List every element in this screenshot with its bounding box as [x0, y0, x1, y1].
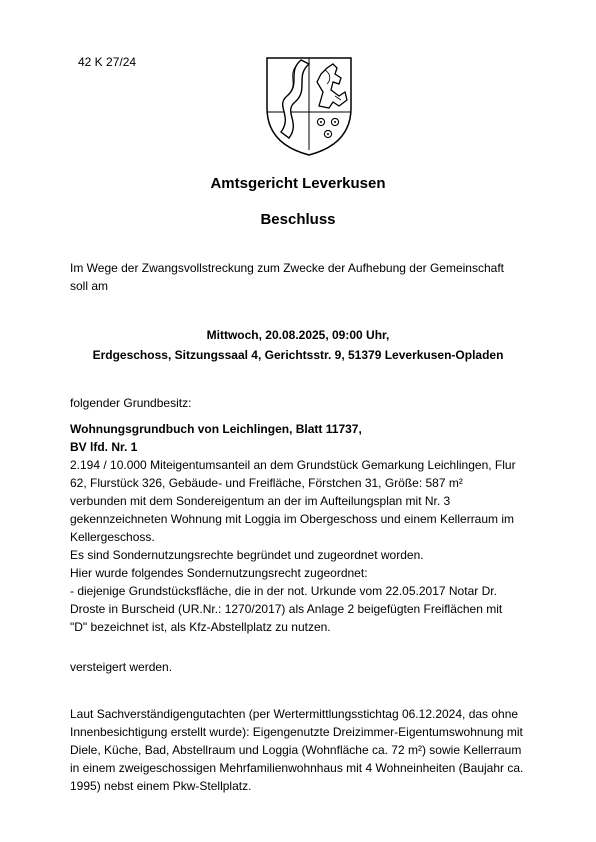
- appraisal-line: Innenbesichtigung erstellt wurde): Eigengenutzte Dreizimmer-Eigentumswohnung mit: [70, 725, 523, 739]
- appraisal-line: Diele, Küche, Bad, Abstellraum und Loggia (Wohnfläche ca. 72 m²) sowie Kellerraum: [70, 743, 522, 757]
- property-label: folgender Grundbesitz:: [70, 396, 192, 410]
- appointment-location: Erdgeschoss, Sitzungssaal 4, Gerichtsstr. 9, 51379 Leverkusen-Opladen: [92, 348, 504, 362]
- property-line: "D" bezeichnet ist, als Kfz-Abstellplatz zu nutzen.: [70, 620, 331, 634]
- register-line: Wohnungsgrundbuch von Leichlingen, Blatt 11737,: [70, 422, 362, 436]
- appointment: [0, 325, 596, 365]
- property-line: 62, Flurstück 326, Gebäude- und Freifläche, Förstchen 31, Größe: 587 m²: [70, 476, 463, 490]
- appointment-date-time: Mittwoch, 20.08.2025, 09:00 Uhr,: [206, 328, 390, 342]
- appraisal-line: Laut Sachverständigengutachten (per Wertermittlungsstichtag 06.12.2024, das ohne: [70, 707, 519, 721]
- appraisal-line: in einem zweigeschossigen Mehrfamilienwohnhaus mit 4 Wohneinheiten (Baujahr ca.: [70, 761, 524, 775]
- property-description: [70, 420, 540, 636]
- appraisal-line: 1995) nebst einem Pkw-Stellplatz.: [70, 779, 252, 793]
- property-line: Kellergeschoss.: [70, 530, 155, 544]
- court-name: Amtsgericht Leverkusen: [210, 175, 386, 192]
- property-line: - diejenige Grundstücksfläche, die in der not. Urkunde vom 22.05.2017 Notar Dr.: [70, 584, 497, 598]
- property-line: gekennzeichneten Wohnung mit Loggia im Obergeschoss und einem Kellerraum im: [70, 512, 515, 526]
- property-line: Droste in Burscheid (UR.Nr.: 1270/2017) als Anlage 2 beigefügten Freiflächen mit: [70, 602, 503, 616]
- appraisal-text: [70, 705, 540, 795]
- intro-line: soll am: [70, 279, 109, 293]
- intro-text: [70, 259, 504, 295]
- coat-of-arms-icon: [261, 52, 357, 158]
- property-line: Hier wurde folgendes Sondernutzungsrecht zugeordnet:: [70, 566, 368, 580]
- intro-line: Im Wege der Zwangsvollstreckung zum Zwecke der Aufhebung der Gemeinschaft: [70, 261, 504, 275]
- bv-line: BV lfd. Nr. 1: [70, 440, 138, 454]
- decision-title: Beschluss: [260, 211, 336, 228]
- property-line: verbunden mit dem Sondereigentum an der im Aufteilungsplan mit Nr. 3: [70, 494, 451, 508]
- auction-line: versteigert werden.: [70, 660, 173, 674]
- property-line: 2.194 / 10.000 Miteigentumsanteil an dem Grundstück Gemarkung Leichlingen, Flur: [70, 458, 516, 472]
- property-line: Es sind Sondernutzungsrechte begründet und zugeordnet worden.: [70, 548, 424, 562]
- case-number: 42 K 27/24: [78, 55, 137, 69]
